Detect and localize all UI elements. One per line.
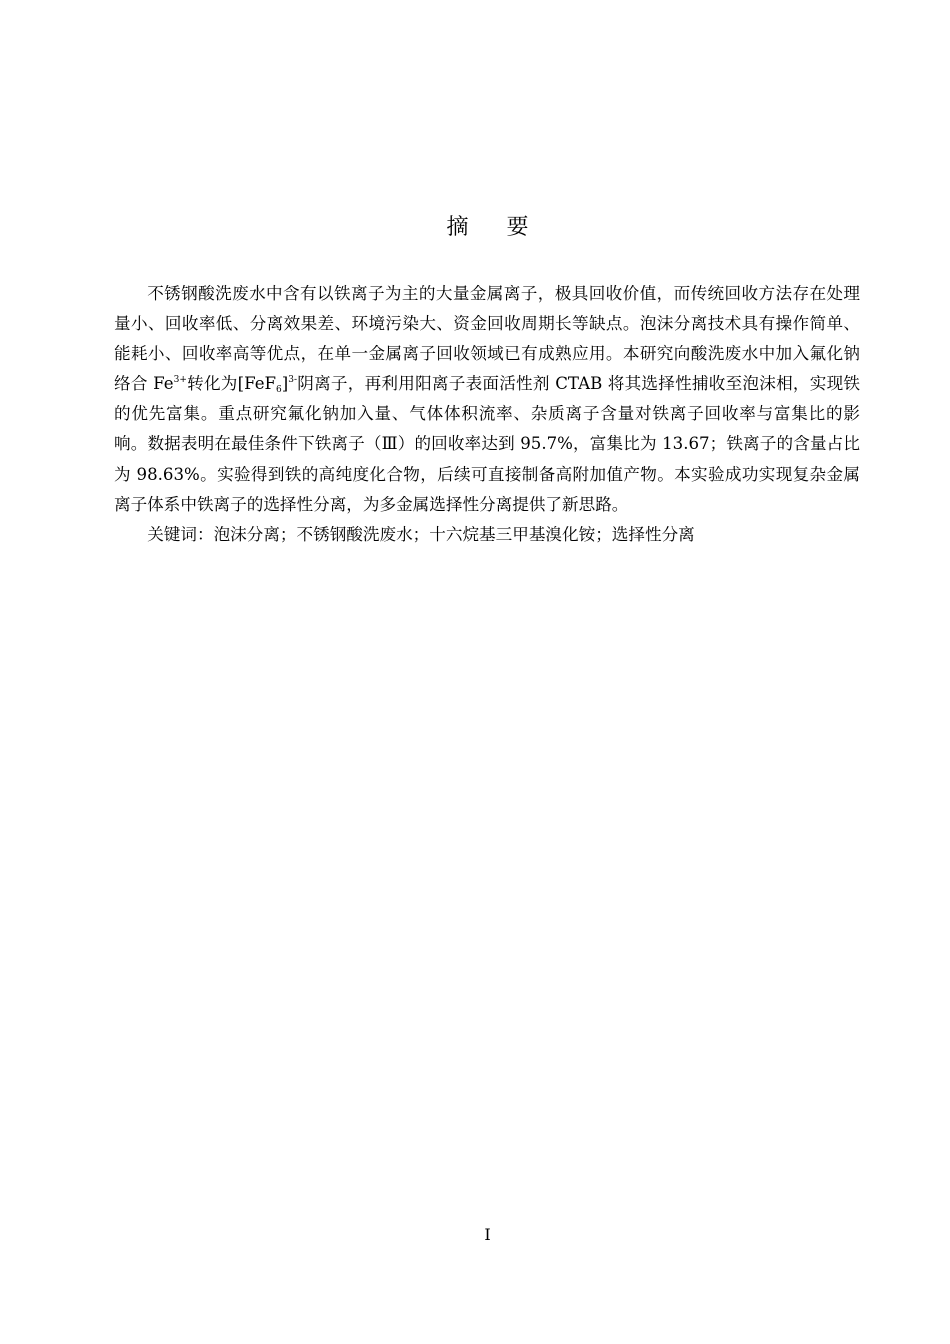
abstract-text-4: 阴离子，再利用阳离子表面活性剂 CTAB 将其选择性捕收至泡沫相，实现铁的优先富集。重点研究氟化钠加入量、气体体积流率、杂质离子含量对铁离子回收率与富集比的影响。数据表明在最佳条件下铁离子（Ⅲ）的回收率达到 95.7%，富集比为 13.67；铁离子的含量占比为 98.63%。实验得到铁的高纯度化合物，后续可直接制备高附加值产物。本实验成功实现复杂金属离子体系中铁离子的选择性分离，为多金属选择性分离提供了新思路。 bbox=[114, 374, 860, 514]
fluoride-count-subscript: 6 bbox=[276, 385, 282, 396]
abstract-text-2: 转化为[FeF bbox=[186, 374, 277, 394]
abstract-body bbox=[114, 279, 860, 550]
complex-charge-superscript: 3- bbox=[288, 375, 298, 386]
keywords-text: 泡沫分离；不锈钢酸洗废水；十六烷基三甲基溴化铵；选择性分离 bbox=[213, 524, 695, 544]
abstract-text-1: 不锈钢酸洗废水中含有以铁离子为主的大量金属离子，极具回收价值，而传统回收方法存在处理量小、回收率低、分离效果差、环境污染大、资金回收周期长等缺点。泡沫分离技术具有操作简单、能耗小、回收率高等优点，在单一金属离子回收领域已有成熟应用。本研究向酸洗废水中加入氟化钠络合 Fe bbox=[114, 284, 860, 394]
title-char-2: 要 bbox=[506, 215, 529, 240]
keywords-label: 关键词： bbox=[147, 524, 214, 544]
abstract-text-3: ] bbox=[281, 374, 289, 394]
title-char-1: 摘 bbox=[446, 215, 469, 240]
fe-charge-superscript: 3+ bbox=[173, 375, 187, 386]
page-number: I bbox=[484, 1225, 491, 1244]
abstract-paragraph bbox=[114, 279, 860, 520]
abstract-title bbox=[0, 208, 950, 248]
keywords-line bbox=[114, 520, 860, 550]
